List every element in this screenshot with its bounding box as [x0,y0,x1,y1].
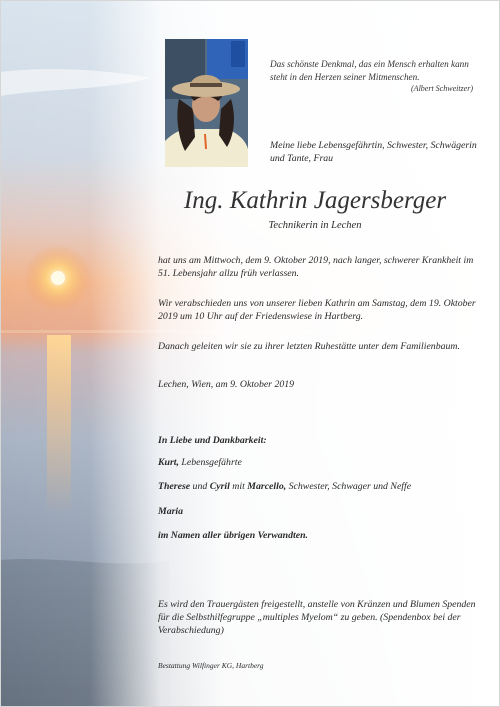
mourners-heading: In Liebe und Dankbarkeit: [158,435,267,446]
portrait-photo [165,39,248,167]
funeral-details: Wir verabschieden uns von unserer lieben Kathrin am Samstag, dem 19. Oktober 2019 um 10 Uhr auf der Friedenswiese in Hartberg. [158,298,476,323]
quote-author: (Albert Schweitzer) [411,84,473,93]
deceased-profession: Technikerin in Lechen [268,220,362,231]
mourner-name: Kurt, [158,457,179,468]
mourner-line-3: Maria [158,506,184,517]
place-date: Lechen, Wien, am 9. Oktober 2019 [158,379,295,390]
deceased-name: Ing. Kathrin Jagersberger [183,187,447,214]
funeral-home: Bestattung Wilfinger KG, Hartberg [158,661,264,670]
mourner-line-1 [158,456,483,469]
mourner-name: Cyril [209,481,230,492]
quote-text: Das schönste Denkmal, das ein Mensch erhalten kann steht in den Herzen seiner Mitmenschen. [270,59,469,82]
donation-notice: Es wird den Trauergästen freigestellt, anstelle von Kränzen und Blumen Spenden für die Selbsthilfegruppe „multiples Myelom“ zu geben. (Spendenbox bei der Verabschiedung) [158,599,476,637]
conjunction: und [190,481,210,492]
mourner-name: Marcello, [247,481,287,492]
quote [270,58,485,96]
conjunction: mit [229,481,248,492]
mourner-relation: Schwester, Schwager und Neffe [286,481,412,492]
mourner-relation: Lebensgefährte [178,457,242,468]
mourner-name: Therese [158,481,191,492]
intro-text: Meine liebe Lebensgefährtin, Schwester, Schwägerin und Tante, Frau [270,140,477,164]
mourner-line-4: im Namen aller übrigen Verwandten. [158,530,308,541]
burial-details: Danach geleiten wir sie zu ihrer letzten Ruhestätte unter dem Familienbaum. [158,341,460,352]
mourner-line-2 [158,480,483,493]
death-announcement: hat uns am Mittwoch, dem 9. Oktober 2019, nach langer, schwerer Krankheit im 51. Lebensjahr allzu früh verlassen. [158,255,474,280]
